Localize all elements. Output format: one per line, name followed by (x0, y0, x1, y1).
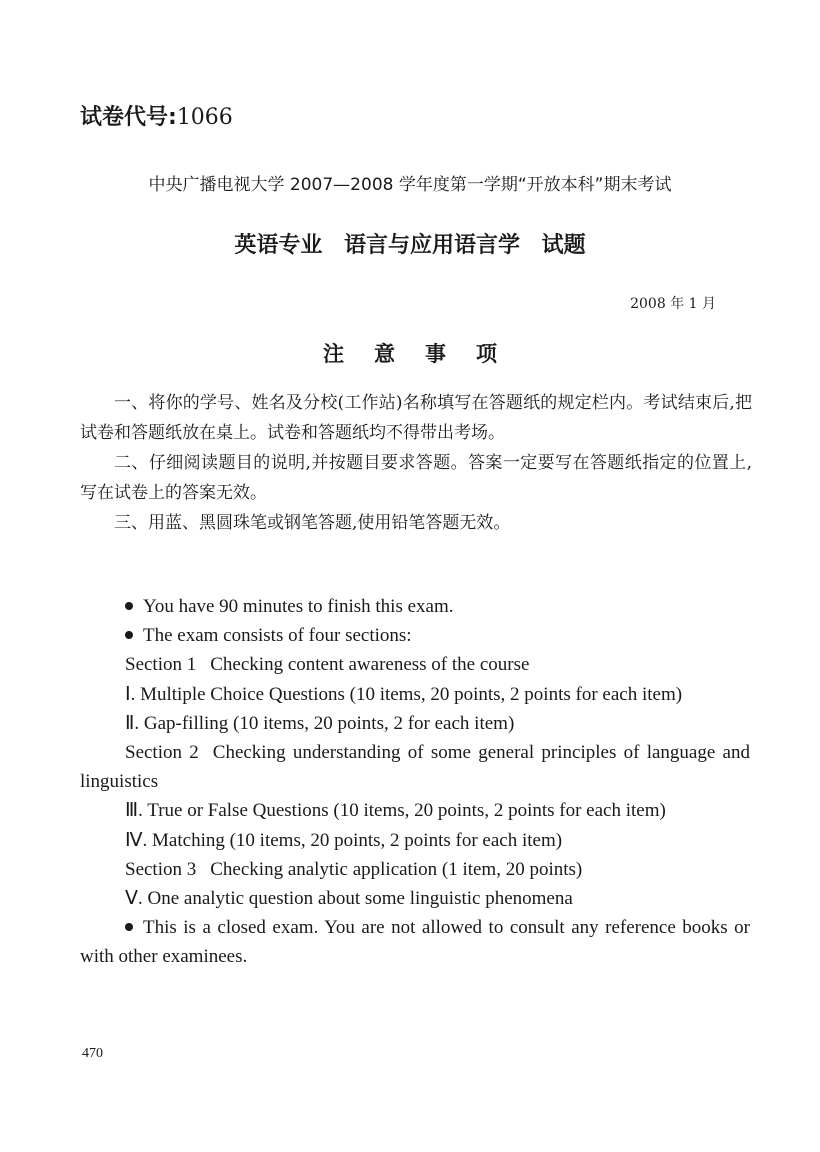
page-number: 470 (82, 1046, 103, 1061)
page-title: 英语专业 语言与应用语言学 试题 (234, 233, 586, 258)
section-title: Checking content awareness of the course (210, 654, 530, 676)
bullet-icon (125, 621, 143, 650)
question-part: Ⅱ. Gap-filling (10 items, 20 points, 2 for each item) (125, 712, 515, 734)
bullet-icon (125, 913, 143, 942)
section-heading (80, 738, 750, 796)
paper-code-label: 试卷代号: (80, 105, 177, 130)
section-heading (80, 855, 750, 884)
question-part: Ⅰ. Multiple Choice Questions (10 items, 20 points, 2 points for each item) (125, 683, 683, 705)
notice-heading: 注意事项 (323, 342, 527, 366)
question-part: Ⅲ. True or False Questions (10 items, 20 points, 2 points for each item) (125, 800, 666, 822)
instruction-line (80, 913, 750, 971)
bullet-sections-text: The exam consists of four sections: (143, 625, 412, 647)
section-label: Section 1 (125, 654, 197, 676)
notice-list (80, 388, 752, 538)
notice-item: 一、将你的学号、姓名及分校(工作站)名称填写在答题纸的规定栏内。考试结束后,把试卷和答题纸放在桌上。试卷和答题纸均不得带出考场。 (80, 393, 752, 443)
question-part: Ⅳ. Matching (10 items, 20 points, 2 points for each item) (125, 829, 563, 851)
exam-header: 中央广播电视大学 2007—2008 学年度第一学期“开放本科”期末考试 (148, 175, 672, 195)
section-heading (80, 650, 750, 679)
bullet-closed-text: This is a closed exam. You are not allowed to consult any reference books or with other examinees. (80, 917, 750, 968)
section-label: Section 3 (125, 858, 197, 880)
section-title: Checking understanding of some general principles of language and linguistics (80, 742, 750, 793)
paper-code (80, 100, 233, 131)
instruction-line (80, 592, 750, 621)
bullet-icon (125, 592, 143, 621)
bullet-time-text: You have 90 minutes to finish this exam. (143, 596, 454, 617)
notice-item: 三、用蓝、黑圆珠笔或钢笔答题,使用铅笔答题无效。 (114, 513, 511, 533)
section-label: Section 2 (125, 742, 199, 764)
section-title: Checking analytic application (1 item, 20 points) (210, 858, 583, 880)
notice-item: 二、仔细阅读题目的说明,并按题目要求答题。答案一定要写在答题纸指定的位置上,写在试卷上的答案无效。 (80, 453, 752, 503)
exam-instructions (80, 592, 750, 972)
paper-code-number: 1066 (176, 105, 233, 130)
exam-date: 2008 年 1 月 (630, 296, 716, 312)
instruction-line (80, 621, 750, 650)
question-part: Ⅴ. One analytic question about some linguistic phenomena (125, 888, 573, 910)
